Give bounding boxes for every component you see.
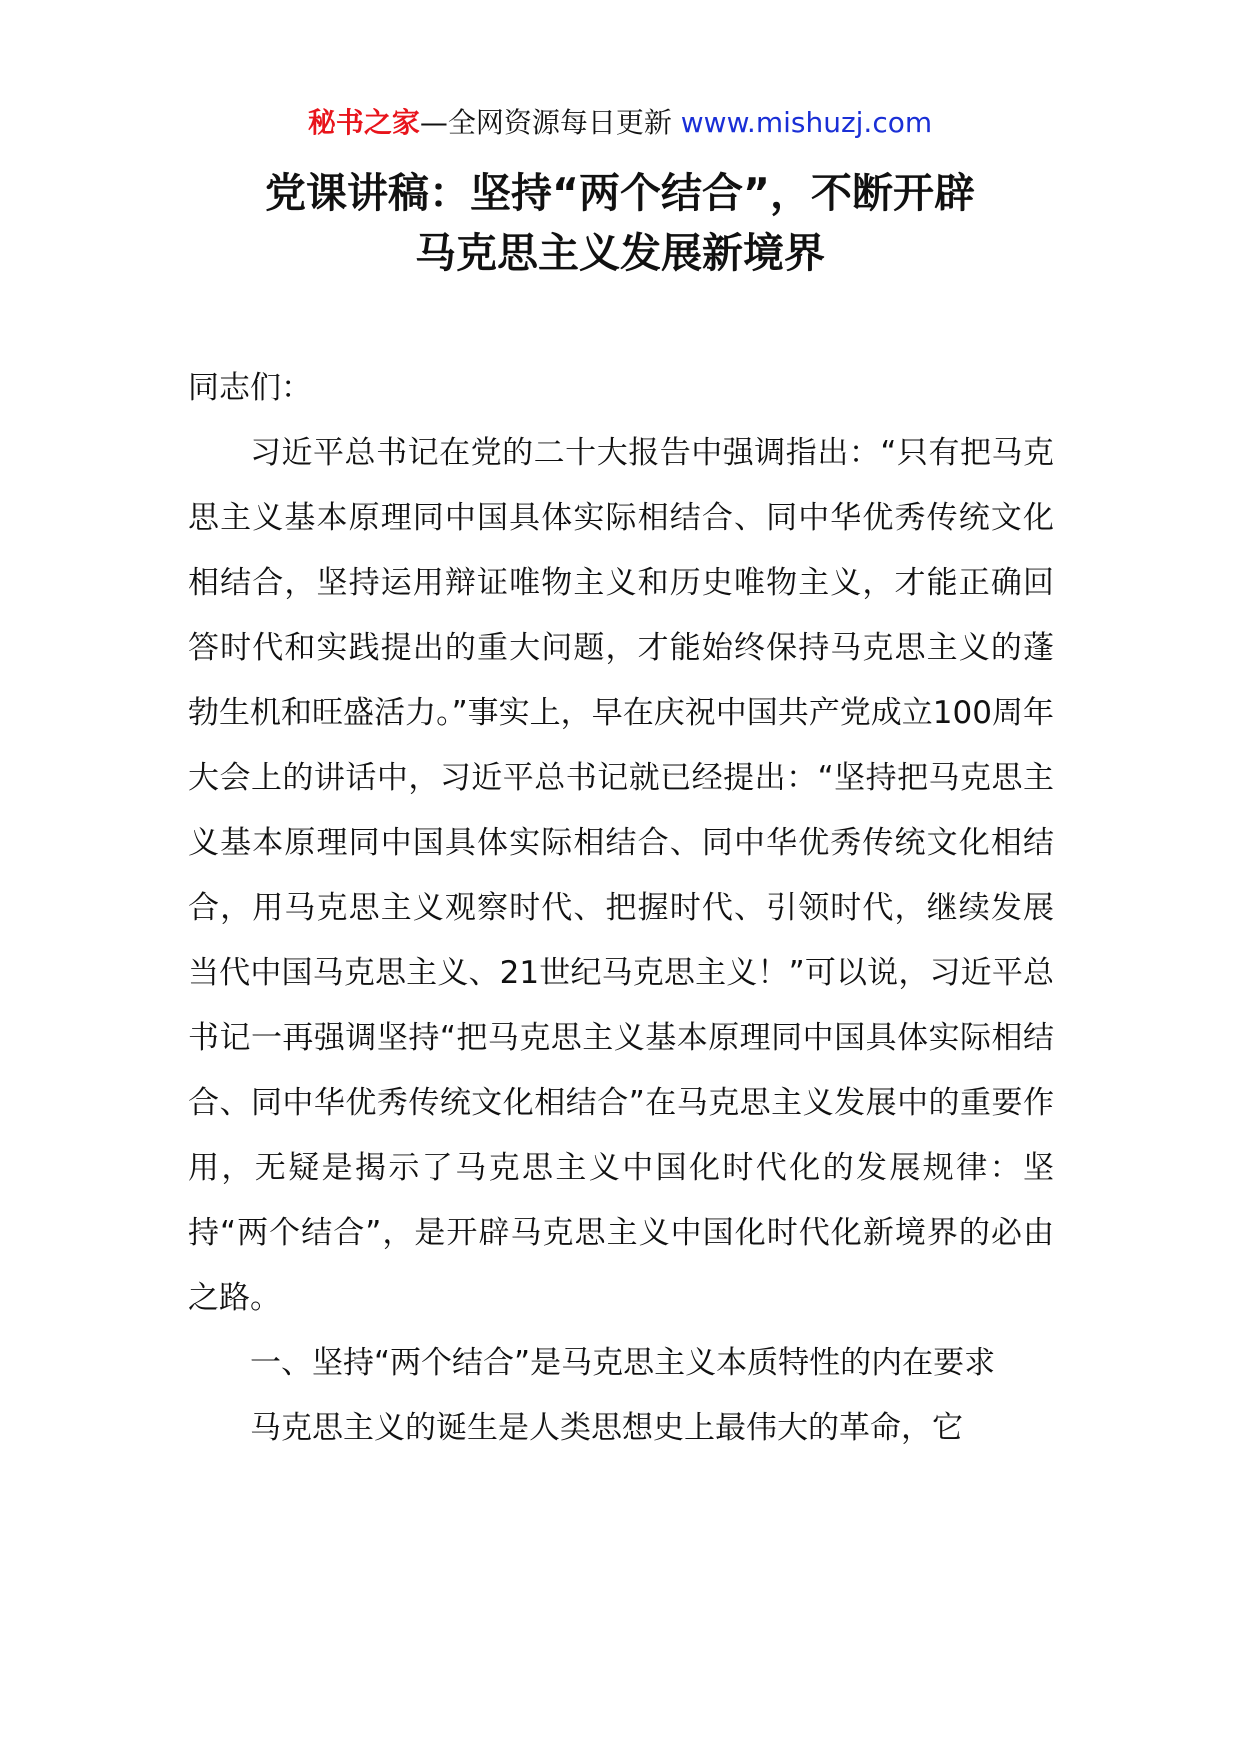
site-header [0,103,1240,143]
greeting: 同志们： [188,370,312,406]
paragraph-2: 马克思主义的诞生是人类思想史上最伟大的革命，它 [250,1410,963,1446]
site-url-link[interactable]: www.mishuzj.com [680,106,933,139]
title-line-2: 马克思主义发展新境界 [415,229,825,277]
document-body [188,356,1054,1461]
section-heading-1: 一、坚持“两个结合”是马克思主义本质特性的内在要求 [250,1345,996,1381]
paragraph-1: 习近平总书记在党的二十大报告中强调指出：“只有把马克思主义基本原理同中国具体实际相结合、同中华优秀传统文化相结合，坚持运用辩证唯物主义和历史唯物主义，才能正确回答时代和实践提出的重大问题，才能始终保持马克思主义的蓬勃生机和旺盛活力。”事实上，早在庆祝中国共产党成立100周年大会上的讲话中，习近平总书记就已经提出：“坚持把马克思主义基本原理同中国具体实际相结合、同中华优秀传统文化相结合，用马克思主义观察时代、把握时代、引领时代，继续发展当代中国马克思主义、21世纪马克思主义！”可以说，习近平总书记一再强调坚持“把马克思主义基本原理同中国具体实际相结合、同中华优秀传统文化相结合”在马克思主义发展中的重要作用，无疑是揭示了马克思主义中国化时代化的发展规律：坚持“两个结合”，是开辟马克思主义中国化时代化新境界的必由之路。 [188,435,1054,1316]
site-slogan: —全网资源每日更新 [419,106,681,139]
document-title [160,163,1080,283]
site-brand: 秘书之家 [307,106,420,139]
title-line-1: 党课讲稿：坚持“两个结合”，不断开辟 [265,169,975,217]
